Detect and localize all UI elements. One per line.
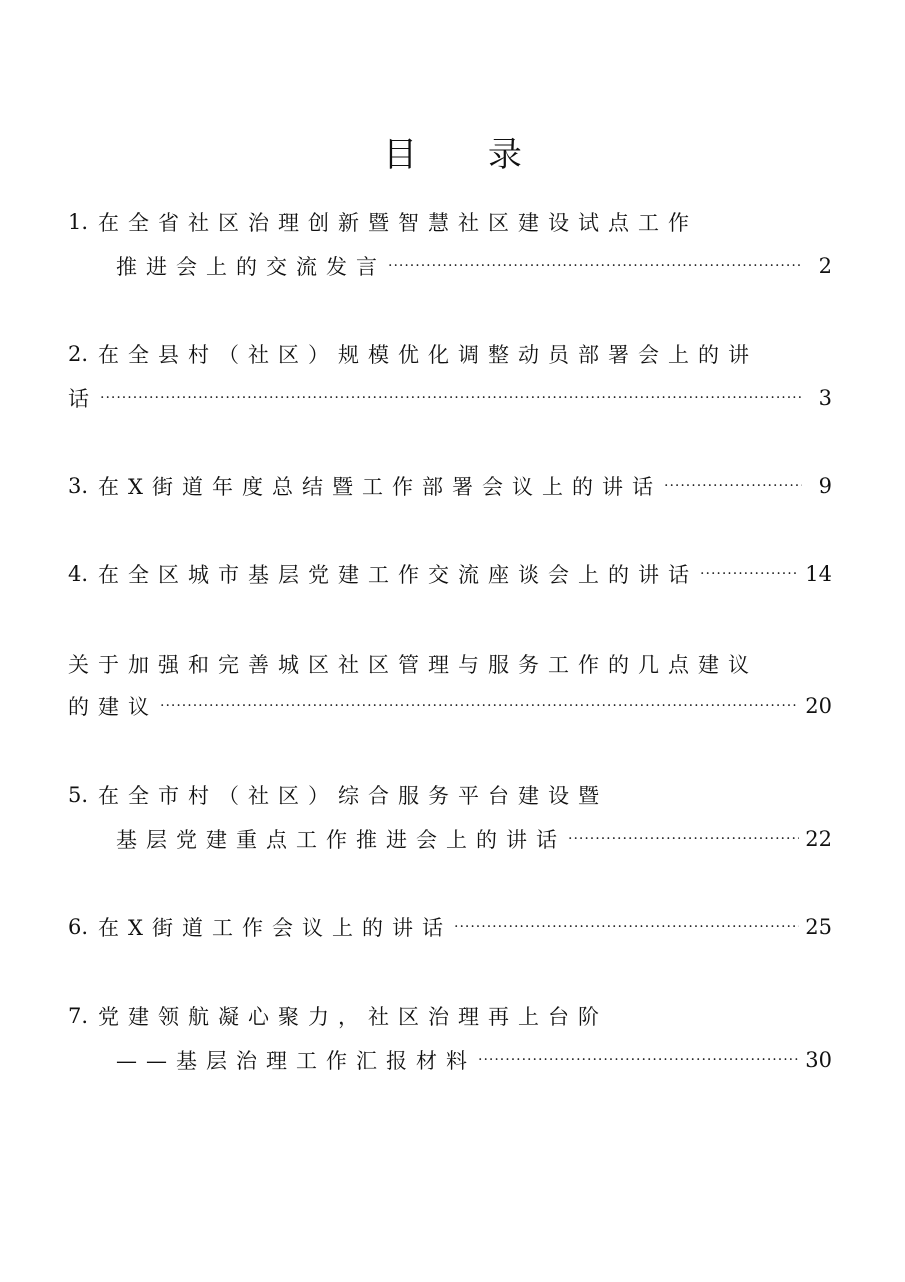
toc-entry-title: 在X街道年度总结暨工作部署会议上的讲话: [98, 475, 662, 499]
dot-leader: [454, 907, 799, 947]
toc-page-number: 20: [805, 694, 832, 718]
toc-entry-number: 3.: [68, 474, 89, 498]
toc-entry-5-line1[interactable]: [68, 775, 832, 815]
toc-entry-title-cont: 的建议: [68, 695, 158, 719]
toc-entry-number: 4.: [68, 562, 89, 586]
toc-entry-number: 6.: [68, 915, 89, 939]
toc-entry-title-cont: 推进会上的交流发言: [116, 255, 386, 279]
toc-entry-title: 党建领航凝心聚力，社区治理再上台阶: [98, 1005, 609, 1029]
toc-page-number: 3: [818, 386, 832, 410]
toc-entry-3[interactable]: [68, 466, 832, 506]
toc-page-number: 9: [818, 474, 832, 498]
dot-leader: [664, 466, 802, 506]
dot-leader: [100, 378, 802, 418]
toc-page-number: 22: [805, 827, 832, 851]
toc-entry-title-cont: ——基层治理工作汇报材料: [116, 1049, 476, 1073]
toc-entry-6[interactable]: [68, 907, 832, 947]
toc-entry-title-cont: 基层党建重点工作推进会上的讲话: [116, 828, 566, 852]
toc-entry-title: 关于加强和完善城区社区管理与服务工作的几点建议: [68, 653, 758, 677]
toc-entry-2-line2[interactable]: [68, 378, 832, 418]
toc-entry-number: 7.: [68, 1004, 89, 1028]
toc-entry-number: 1.: [68, 210, 89, 234]
toc-page-number: 14: [805, 562, 832, 586]
toc-entry-5-line2[interactable]: [68, 819, 832, 859]
toc-page-number: 30: [805, 1048, 832, 1072]
page-title: 目 录: [383, 135, 552, 175]
toc-entry-title-cont: 话: [68, 387, 98, 411]
toc-entry-title: 在全区城市基层党建工作交流座谈会上的讲话: [98, 563, 699, 587]
toc-entry-title: 在全县村（社区）规模优化调整动员部署会上的讲: [98, 343, 759, 367]
toc-entry-title: 在全市村（社区）综合服务平台建设暨: [98, 784, 609, 808]
toc-entry-1-line2[interactable]: [68, 246, 832, 286]
toc-entry-number: 5.: [68, 783, 89, 807]
toc-page-number: 2: [818, 254, 832, 278]
dot-leader: [160, 686, 799, 726]
dot-leader: [478, 1040, 799, 1080]
dot-leader: [568, 819, 799, 859]
dot-leader: [700, 554, 799, 594]
toc-entry-7-line2[interactable]: [68, 1040, 832, 1080]
toc-entry-4[interactable]: [68, 554, 832, 594]
toc-page-number: 25: [805, 915, 832, 939]
toc-entry-unnumbered-line1[interactable]: [68, 644, 832, 684]
dot-leader: [388, 246, 802, 286]
toc-entry-1-line1[interactable]: [68, 202, 832, 242]
toc-entry-2-line1[interactable]: [68, 334, 832, 374]
toc-entry-unnumbered-line2[interactable]: [68, 686, 832, 726]
toc-entry-title: 在X街道工作会议上的讲话: [98, 916, 452, 940]
toc-entry-number: 2.: [68, 342, 89, 366]
toc-entry-title: 在全省社区治理创新暨智慧社区建设试点工作: [98, 211, 699, 235]
toc-entry-7-line1[interactable]: [68, 996, 832, 1036]
